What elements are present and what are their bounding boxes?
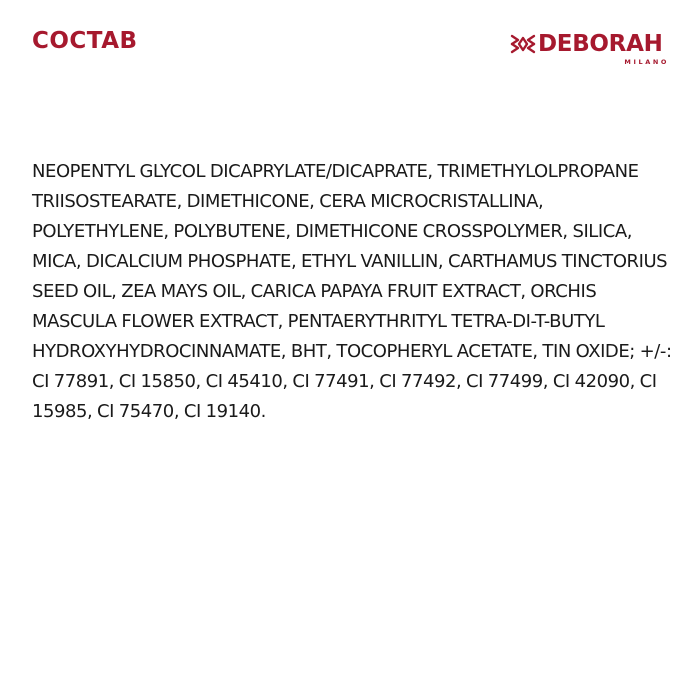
brand-logo — [510, 30, 670, 70]
page-title: COCTAB — [32, 28, 138, 54]
brand-subtitle: MILANO — [624, 58, 669, 66]
deborah-emblem-icon — [510, 32, 536, 56]
brand-name: DEBORAH — [538, 31, 663, 57]
ingredients-text: NEOPENTYL GLYCOL DICAPRYLATE/DICAPRATE, TRIMETHYLOLPROPANE TRIISOSTEARATE, DIMETHICONE, CERA MICROCRISTALLINA, POLYETHYLENE, POLYBUTENE, DIMETHICONE CROSSPOLYMER, SILICA, MICA, DICALCIUM PHOSPHATE, ETHYL VANILLIN, CARTHAMUS TINCTORIUS SEED OIL, ZEA MAYS OIL, CARICA PAPAYA FRUIT EXTRACT, ORCHIS MASCULA FLOWER EXTRACT, PENTAERYTHRITYL TETRA-DI-T-BUTYL HYDROXYHYDROCINNAMATE, BHT, TOCOPHERYL ACETATE, TIN OXIDE; +/-: CI 77891, CI 15850, CI 45410, CI 77491, CI 77492, CI 77499, CI 42090, CI 15985, CI 75470, CI 19140. — [32, 161, 672, 422]
